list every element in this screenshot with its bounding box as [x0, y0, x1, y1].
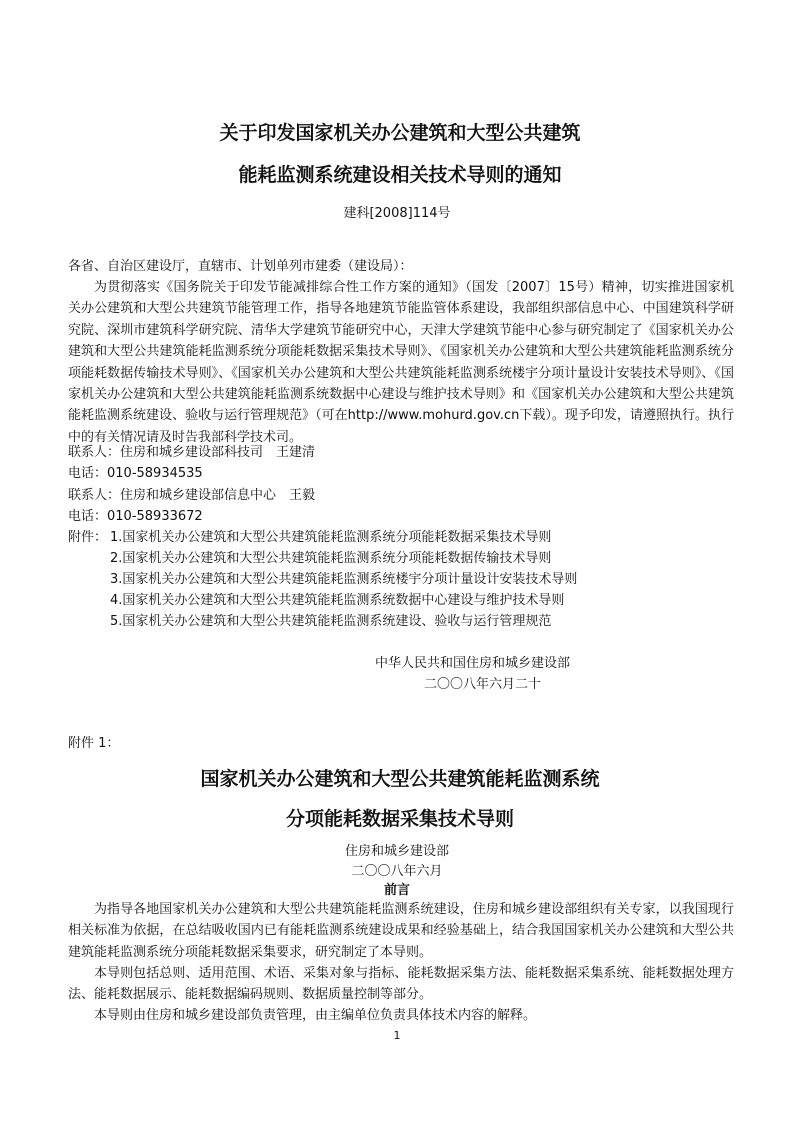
notice-title-line1: 关于印发国家机关办公建筑和大型公共建筑	[219, 122, 581, 144]
phone-2: 电话：010-58933672	[68, 509, 203, 524]
attachments-label: 附件：	[68, 530, 108, 545]
attachment1-date: 二〇〇八年六月	[351, 864, 443, 879]
preface-paragraph-3: 本导则由住房和城乡建设部负责管理，由主编单位负责具体技术内容的解释。	[94, 1008, 537, 1023]
notice-title-line2: 能耗监测系统建设相关技术导则的通知	[238, 164, 562, 186]
attachment-item: 1.国家机关办公建筑和大型公共建筑能耗监测系统分项能耗数据采集技术导则	[110, 530, 552, 545]
phone-1: 电话：010-58934535	[68, 466, 203, 481]
contact-1: 联系人：住房和城乡建设部科技司 王建清	[68, 445, 316, 460]
preface-paragraph-2: 本导则包括总则、适用范围、术语、采集对象与指标、能耗数据采集方法、能耗数据采集系统、能耗数据处理方法、能耗数据展示、能耗数据编码规则、数据质量控制等部分。	[68, 966, 734, 1003]
issue-date: 二〇〇八年六月二十	[424, 677, 542, 692]
preface-heading: 前言	[383, 883, 410, 898]
attachment-item: 2.国家机关办公建筑和大型公共建筑能耗监测系统分项能耗数据传输技术导则	[110, 551, 552, 566]
preface-paragraph-1: 为指导各地国家机关办公建筑和大型公共建筑能耗监测系统建设，住房和城乡建设部组织有关专家，以我国现行相关标准为依据，在总结吸收国内已有能耗监测系统建设成果和经验基础上，结合我国国家机关办公建筑和大型公共建筑能耗监测系统分项能耗数据采集要求，研究制定了本导则。	[68, 902, 734, 960]
notice-body: 为贯彻落实《国务院关于印发节能减排综合性工作方案的通知》（国发〔2007〕15号）精神，切实推进国家机关办公建筑和大型公共建筑节能管理工作，指导各地建筑节能监管体系建设，我部组织部信息中心、中国建筑科学研究院、深圳市建筑科学研究院、清华大学建筑节能研究中心，天津大学建筑节能中心参与研究制定了《国家机关办公建筑和大型公共建筑能耗监测系统分项能耗数据采集技术导则》、《国家机关办公建筑和大型公共建筑能耗监测系统分项能耗数据传输技术导则》、《国家机关办公建筑和大型公共建筑能耗监测系统楼宇分项计量设计安装技术导则》、《国家机关办公建筑和大型公共建筑能耗监测系统数据中心建设与维护技术导则》和《国家机关办公建筑和大型公共建筑能耗监测系统建设、验收与运行管理规范》（可在http://www.mohurd.gov.cn下载）。现予印发，请遵照执行。执行中的有关情况请及时告我部科学技术司。	[68, 280, 734, 445]
issuer: 中华人民共和国住房和城乡建设部	[375, 656, 571, 671]
page-number: 1	[393, 1029, 401, 1042]
attachment1-title-line2: 分项能耗数据采集技术导则	[285, 808, 514, 830]
attachment-item: 4.国家机关办公建筑和大型公共建筑能耗监测系统数据中心建设与维护技术导则	[110, 593, 565, 608]
addressee: 各省、自治区建设厅，直辖市、计划单列市建委（建设局）：	[68, 259, 413, 274]
contact-2: 联系人：住房和城乡建设部信息中心 王毅	[68, 488, 316, 503]
attachment1-label: 附件 1：	[68, 736, 120, 751]
attachment-item: 5.国家机关办公建筑和大型公共建筑能耗监测系统建设、验收与运行管理规范	[110, 614, 552, 629]
doc-number: 建科[2008]114号	[343, 206, 451, 221]
attachment1-title-line1: 国家机关办公建筑和大型公共建筑能耗监测系统	[200, 768, 600, 790]
publisher: 住房和城乡建设部	[344, 844, 449, 859]
attachment-item: 3.国家机关办公建筑和大型公共建筑能耗监测系统楼宇分项计量设计安装技术导则	[110, 572, 578, 587]
